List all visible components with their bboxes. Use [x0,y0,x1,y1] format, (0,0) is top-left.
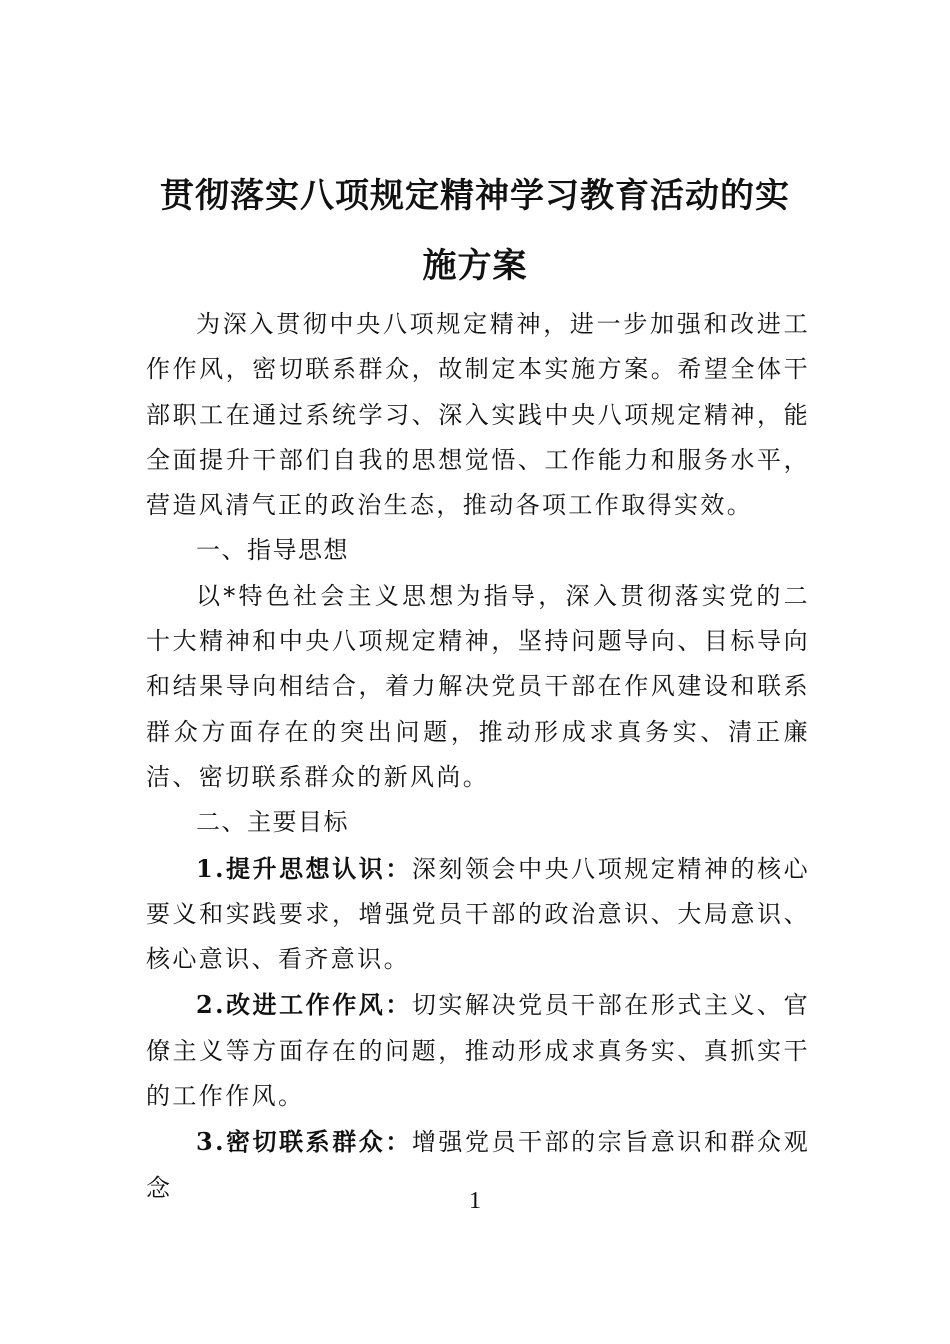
goal-item-1-label: 1.提升思想认识： [196,853,412,883]
goal-item-3-label: 3.密切联系群众： [196,1127,412,1157]
goal-item-3-text: 增强党员干部的宗旨意识和群众观念 [146,1128,811,1202]
intro-paragraph: 为深入贯彻中央八项规定精神，进一步加强和改进工作作风，密切联系群众，故制定本实施方案。希望全体干部职工在通过系统学习、深入实践中央八项规定精神，能全面提升干部们自我的思想觉悟、工作能力和服务水平，营造风清气正的政治生态，推动各项工作取得实效。 [146,310,810,520]
goal-item-2 [146,982,810,1119]
document-body [146,302,810,1211]
section-heading-guiding-ideology: 一、指导思想 [196,536,349,565]
goal-item-2-text: 切实解决党员干部在形式主义、官僚主义等方面存在的问题，推动形成求真务实、真抓实干的工作作风。 [146,991,811,1111]
page-number: 1 [469,1188,481,1214]
guiding-ideology-paragraph: 以*特色社会主义思想为指导，深入贯彻落实党的二十大精神和中央八项规定精神，坚持问题导向、目标导向和结果导向相结合，着力解决党员干部在作风建设和联系群众方面存在的突出问题，推动形成求真务实、清正廉洁、密切联系群众的新风尚。 [146,581,810,791]
goal-item-2-label: 2.改进工作作风： [196,990,412,1020]
section-heading-main-goals: 二、主要目标 [196,808,349,837]
goal-item-1 [146,846,810,983]
document-title-line-1: 贯彻落实八项规定精神学习教育活动的实 [160,176,790,216]
document-title-line-2: 施方案 [422,246,528,286]
goal-item-1-text: 深刻领会中央八项规定精神的核心要义和实践要求，增强党员干部的政治意识、大局意识、核心意识、看齐意识。 [146,854,811,974]
